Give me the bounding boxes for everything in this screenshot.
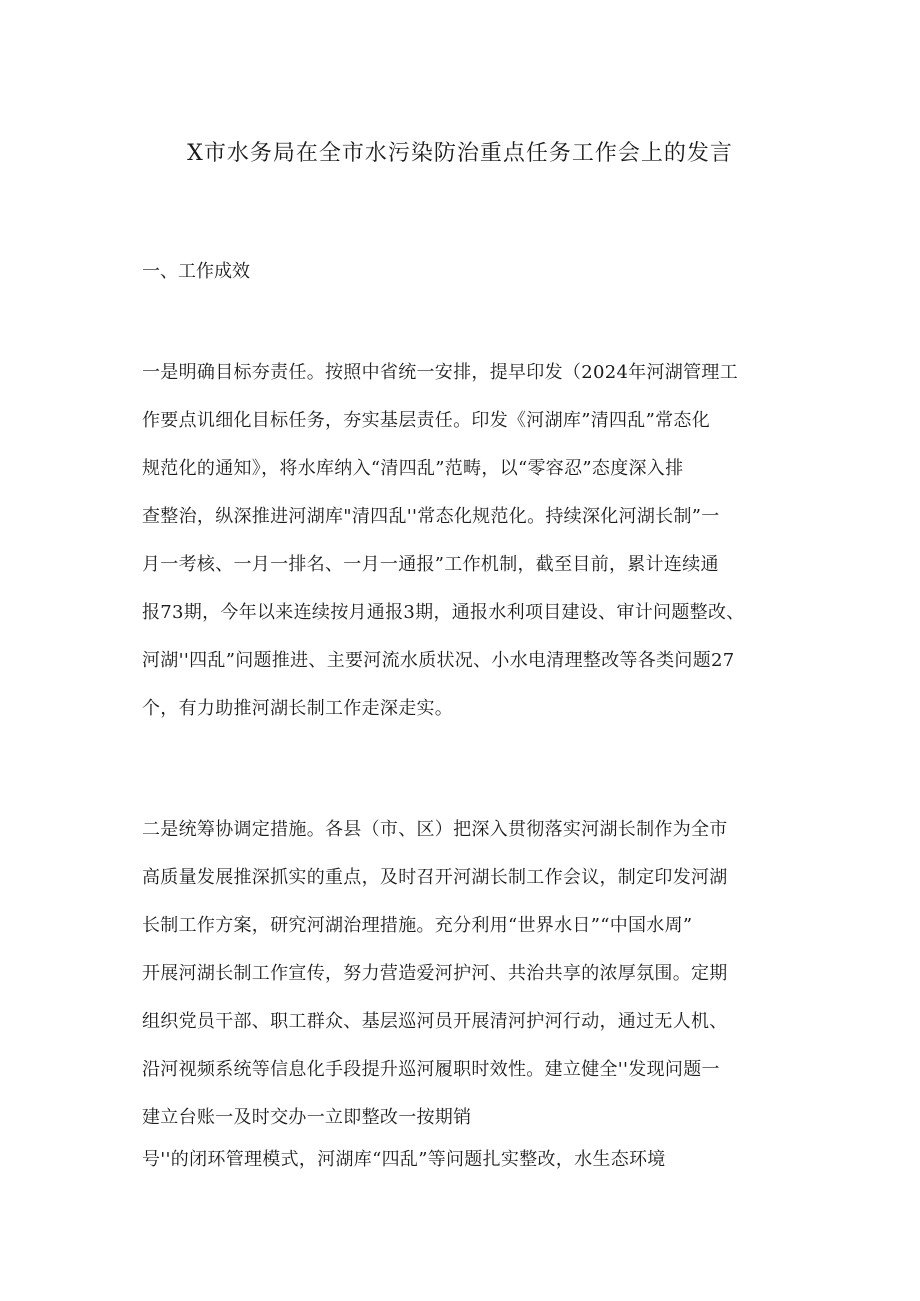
paragraph-line: 规范化的通知》，将水库纳入“清四乱”范畴，以“零容忍”态度深入排 [142,458,684,479]
paragraph-line: 开展河湖长制工作宣传，努力营造爱河护河、共治共享的浓厚氛围。定期 [142,963,728,984]
paragraph-line: 个，有力助推河湖长制工作走深走实。 [142,698,454,719]
paragraph-line: 长制工作方案，研究河湖治理措施。充分利用“世界水日”“中国水周” [142,915,693,936]
paragraph-line: 建立台账一及时交办一立即整改一按期销 [142,1107,472,1128]
paragraph-2 [142,806,792,1178]
paragraph-line: 月一考核、一月一排名、一月一通报”工作机制，截至目前，累计连续通 [142,554,719,575]
paragraph-1 [142,349,792,733]
document-title: X市水务局在全市水污染防治重点任务工作会上的发言 [187,141,733,166]
section-heading: 一、工作成效 [142,261,250,282]
paragraph-line: 沿河视频系统等信息化手段提升巡河履职时效性。建立健全''发现问题一 [142,1059,720,1080]
paragraph-line: 高质量发展推深抓实的重点，及时召开河湖长制工作会议，制定印发河湖 [142,867,728,888]
paragraph-line: 组织党员干部、职工群众、基层巡河员开展清河护河行动，通过无人机、 [142,1011,728,1032]
paragraph-line: 一是明确目标夯责任。按照中省统一安排，提早印发（2024年河湖管理工 [142,362,739,383]
paragraph-line: 作要点讥细化目标任务，夯实基层责任。印发《河湖库”清四乱”常态化 [142,410,711,431]
paragraph-line: 河湖''四乱”问题推进、主要河流水质状况、小水电清理整改等各类问题27 [142,650,735,671]
paragraph-line: 二是统筹协调定措施。各县（市、区）把深入贯彻落实河湖长制作为全市 [142,819,728,840]
paragraph-line: 报73期，今年以来连续按月通报3期，通报水利项目建设、审计问题整改、 [142,602,745,623]
paragraph-line: 查整治，纵深推进河湖库"清四乱''常态化规范化。持续深化河湖长制”一 [142,506,720,527]
paragraph-line: 号''的闭环管理模式，河湖库“四乱”等问题扎实整改，水生态环境 [142,1149,666,1170]
